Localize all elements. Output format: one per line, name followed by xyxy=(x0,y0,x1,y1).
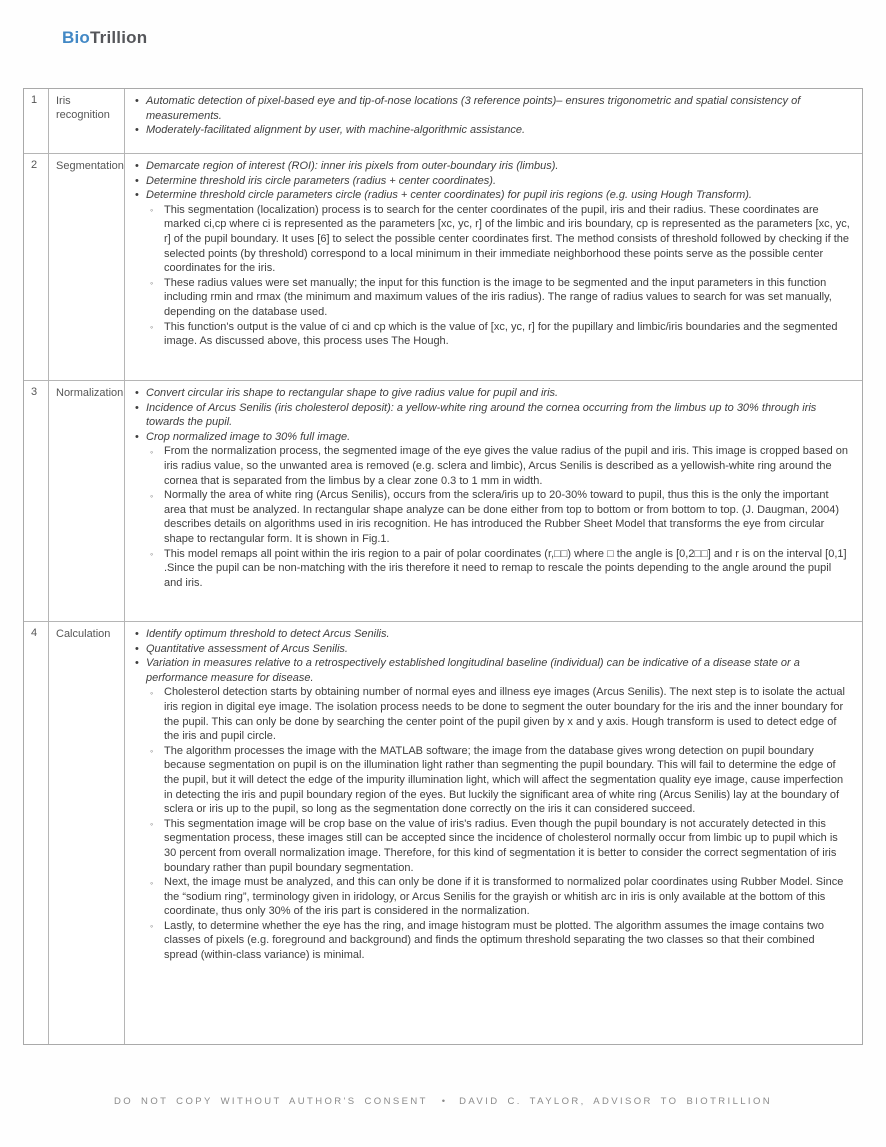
row-content xyxy=(125,154,862,380)
bullet-item: • Variation in measures relative to a retrospectively established longitudinal baseline (individual) can be indicative of a disease state or a performance measure for disease. xyxy=(132,656,850,685)
sub-bullet-item: ◦ This model remaps all point within the iris region to a pair of polar coordinates (r,□□) where □ the angle is [0,2□□] and r is on the interval [0,1] .Since the pupil can be non-matching with the iris therefore it need to remap to rescale the points depending to the angle around the pupil and iris. xyxy=(132,547,850,591)
sub-bullet-item: ◦ The algorithm processes the image with the MATLAB software; the image from the database gives wrong detection on pupil boundary because segmentation on pupil is on the illumination light rather than segmenting the pupil boundary. This will fail to determine the edge of the pupil, but it will detect the edge of the impurity illumination light, which will affect the segmentation quality eye image, cause imperfection in detecting the iris and pupil boundary region of the eyes. But luckily the significant area of white ring (Arcus Senilis) lay at the boundary of sclera or iris up to the pupil, so long as the segmentation done correctly on the iris it can considered succeed. xyxy=(132,744,850,817)
bullet-item: • Crop normalized image to 30% full image. xyxy=(132,430,850,445)
content-list xyxy=(132,94,850,138)
biotrillion-logo xyxy=(62,28,147,48)
process-table xyxy=(23,88,863,1045)
footer xyxy=(0,1096,886,1107)
sub-bullet-item: ◦ This function's output is the value of ci and cp which is the value of [xc, yc, r] for the pupillary and limbic/iris boundaries and the segmented image. As discussed above, this process uses The Hough. xyxy=(132,320,850,349)
bullet-item: • Identify optimum threshold to detect Arcus Senilis. xyxy=(132,627,850,642)
bullet-item: • Convert circular iris shape to rectangular shape to give radius value for pupil and iris. xyxy=(132,386,850,401)
bullet-item: • Determine threshold circle parameters circle (radius + center coordinates) for pupil iris regions (e.g. using Hough Transform). xyxy=(132,188,850,203)
sub-bullet-item: ◦ These radius values were set manually; the input for this function is the image to be segmented and the input parameters in this function including rmin and rmax (the minimum and maximum values of the iris radius). The range of radius values to search for was set manually, depending on the database used. xyxy=(132,276,850,320)
footer-bullet-separator: • xyxy=(441,1096,446,1107)
content-list xyxy=(132,386,850,590)
content-list xyxy=(132,159,850,349)
row-number: 4 xyxy=(24,622,49,1044)
row-content xyxy=(125,89,862,153)
bullet-item: • Demarcate region of interest (ROI): inner iris pixels from outer-boundary iris (limbus). xyxy=(132,159,850,174)
row-content xyxy=(125,622,862,1044)
row-content xyxy=(125,381,862,621)
row-label: Iris recognition xyxy=(49,89,125,153)
logo-text-bio: Bio xyxy=(62,28,90,47)
table-row-iris-recognition xyxy=(24,89,862,154)
row-label: Segmentation xyxy=(49,154,125,380)
bullet-item: • Determine threshold iris circle parameters (radius + center coordinates). xyxy=(132,174,850,189)
row-number: 3 xyxy=(24,381,49,621)
sub-bullet-item: ◦ Lastly, to determine whether the eye has the ring, and image histogram must be plotted. The algorithm assumes the image contains two classes of pixels (e.g. foreground and background) and finds the optimum threshold separating the two classes so that their combined spread (within-class variance) is minimal. xyxy=(132,919,850,963)
row-label: Normalization xyxy=(49,381,125,621)
footer-copy-notice: DO NOT COPY WITHOUT AUTHOR'S CONSENT xyxy=(113,1096,428,1107)
sub-bullet-item: ◦ This segmentation image will be crop base on the value of iris's radius. Even though the pupil boundary is not accurately detected in this segmentation process, these images still can be accepted since the incidence of cholesterol normally occur from limbic up to pupil which is 30 percent from overall normalization image. Therefore, for this kind of segmentation it is better to consider the correct segmentation of iris boundary rather than pupil boundary segmentation. xyxy=(132,817,850,875)
sub-bullet-item: ◦ From the normalization process, the segmented image of the eye gives the value radius of the pupil and iris. This image is cropped based on iris radius value, so the unwanted area is removed (e.g. sclera and limbic), Arcus Senilis is described as a yellowish-white ring around the cornea that is separated from the limbus by a clear zone 0.3 to 1 mm in width. xyxy=(132,444,850,488)
row-number: 2 xyxy=(24,154,49,380)
table-row-segmentation xyxy=(24,154,862,381)
content-list xyxy=(132,627,850,963)
row-number: 1 xyxy=(24,89,49,153)
table-row-normalization xyxy=(24,381,862,622)
footer-author-credit: DAVID C. TAYLOR, ADVISOR TO BIOTRILLION xyxy=(459,1096,773,1107)
bullet-item: • Automatic detection of pixel-based eye and tip-of-nose locations (3 reference points)– ensures trigonometric and spatial consistency of measurements. xyxy=(132,94,850,123)
bullet-item: • Moderately-facilitated alignment by user, with machine-algorithmic assistance. xyxy=(132,123,850,138)
bullet-item: • Quantitative assessment of Arcus Senilis. xyxy=(132,642,850,657)
bullet-item: • Incidence of Arcus Senilis (iris cholesterol deposit): a yellow-white ring around the cornea occurring from the limbus up to 30% through iris towards the pupil. xyxy=(132,401,850,430)
table-row-calculation xyxy=(24,622,862,1044)
sub-bullet-item: ◦ This segmentation (localization) process is to search for the center coordinates of the pupil, iris and their radius. These coordinates are marked ci,cp where ci is represented as the parameters [xc, yc, r] of the limbic and iris boundary, cp is represented as the parameters [xc, yc, r] of the pupil boundary. It uses [6] to select the possible center coordinates first. The method consists of threshold followed by checking if the selected points (by threshold) correspond to a local minimum in their immediate neighborhood these points serve as the possible center coordinates for the iris. xyxy=(132,203,850,276)
logo-text-trillion: Trillion xyxy=(89,28,148,47)
sub-bullet-item: ◦ Next, the image must be analyzed, and this can only be done if it is transformed to normalized polar coordinates using Rubber Model. Since the “sodium ring”, terminology given in iridology, or Arcus Senilis for the grayish or whitish arc in iris is only available at the bottom of this coordinate, thus only 30% of the iris part is considered in the normalization. xyxy=(132,875,850,919)
row-label: Calculation xyxy=(49,622,125,1044)
sub-bullet-item: ◦ Cholesterol detection starts by obtaining number of normal eyes and illness eye images (Arcus Senilis). The next step is to isolate the actual iris region in digital eye image. The isolation process needs to be done to segment the outer boundary for the iris and the inner boundary for the pupil. This can only be done by searching the center point of the pupil given by x and y axis. Hough transform is used to detect edge of the iris and pupil circle. xyxy=(132,685,850,743)
sub-bullet-item: ◦ Normally the area of white ring (Arcus Senilis), occurs from the sclera/iris up to 20-30% toward to pupil, thus this is the only the important area that must be analyzed. In rectangular shape analyze can be done either from top to bottom or from bottom to top. (J. Daugman, 2004) describes details on algorithms used in iris recognition. He has introduced the Rubber Sheet Model that transforms the eye from circular shape to rectangular form. It is shown in Fig.1. xyxy=(132,488,850,546)
